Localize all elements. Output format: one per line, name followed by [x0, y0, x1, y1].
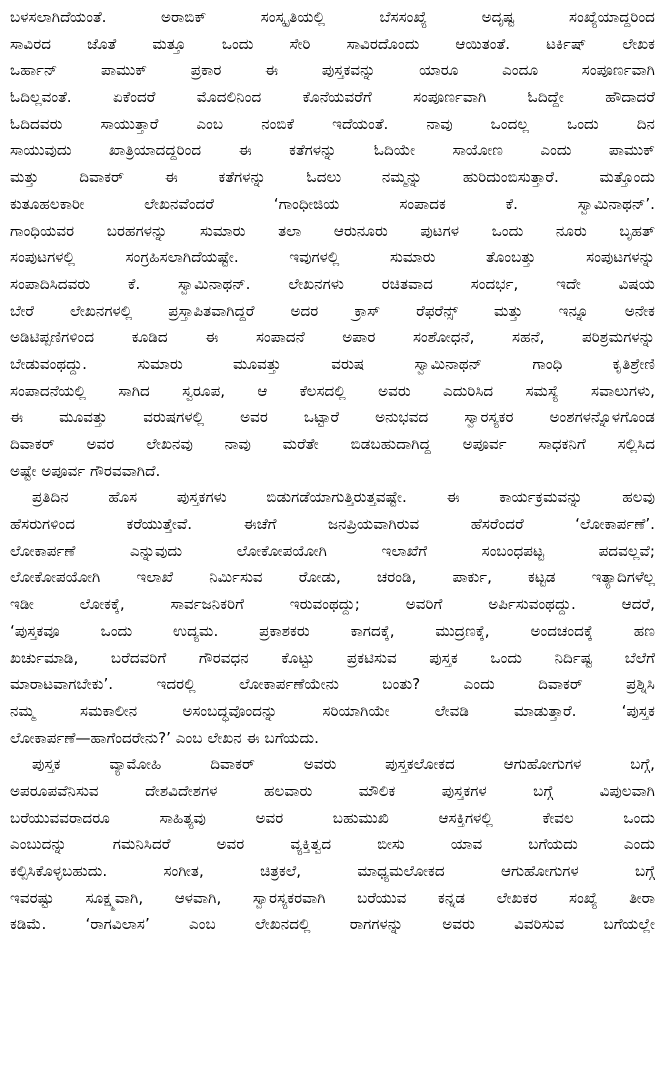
text-line: ಸಾಯುವುದು ಖಾತ್ರಿಯಾದದ್ದರಿಂದ ಈ ಕತೆಗಳನ್ನು ಓದಿಯೇ ಸಾಯೋಣ ಎಂದು ಪಾಮುಕ್	[10, 141, 655, 160]
text-line: ಒರ್ಹಾನ್ ಪಾಮುಕ್ ಪ್ರಕಾರ ಈ ಪುಸ್ತಕವನ್ನು ಯಾರೂ ಎಂದೂ ಸಂಪೂರ್ಣವಾಗಿ	[10, 61, 655, 80]
text-line: ಕಡಿಮೆ. ‘ರಾಗವಿಲಾಸ’ ಎಂಬ ಲೇಖನದಲ್ಲಿ ರಾಗಗಳನ್ನು ಅವರು ವಿವರಿಸುವ ಬಗೆಯಲ್ಲೇ	[10, 915, 655, 934]
text-line: ದಿವಾಕರ್ ಅವರ ಲೇಖನವು ನಾವು ಮರೆತೇ ಬಿಡಬಹುದಾಗಿದ್ದ ಅಪೂರ್ವ ಸಾಧಕನಿಗೆ ಸಲ್ಲಿಸಿದ	[10, 435, 655, 453]
paragraph	[10, 4, 655, 484]
text-line: ಬರೆಯುವವರಾದರೂ ಸಾಹಿತ್ಯವು ಅವರ ಬಹುಮುಖಿ ಆಸಕ್ತಿಗಳಲ್ಲಿ ಕೇವಲ ಒಂದು	[10, 808, 655, 827]
text-line: ಕುತೂಹಲಕಾರೀ ಲೇಖನವೆಂದರೆ ‘ಗಾಂಧೀಜಿಯ ಸಂಪಾದಕ ಕೆ. ಸ್ವಾಮಿನಾಥನ್’.	[10, 194, 655, 213]
text-line: ಲೋಕೋಪಯೋಗಿ ಇಲಾಖೆ ನಿರ್ಮಿಸುವ ರೋಡು, ಚರಂಡಿ, ಪಾರ್ಕು, ಕಟ್ಟಡ ಇತ್ಯಾದಿಗಳೆಲ್ಲ	[10, 568, 655, 587]
text-line: ಬೇಡುವಂಥದ್ದು. ಸುಮಾರು ಮೂವತ್ತು ವರುಷ ಸ್ವಾಮಿನಾಥನ್ ಗಾಂಧಿ ಕೃತಿಶ್ರೇಣಿ	[10, 354, 655, 373]
text-line: ಸಂಪಾದಿಸಿದವರು ಕೆ. ಸ್ವಾಮಿನಾಥನ್. ಲೇಖನಗಳು ರಚಿತವಾದ ಸಂದರ್ಭ, ಇದೇ ವಿಷಯ	[10, 274, 655, 293]
text-line: ಈ ಮೂವತ್ತು ವರುಷಗಳಲ್ಲಿ ಅವರ ಒಟ್ಟಾರೆ ಅನುಭವದ ಸ್ವಾರಸ್ಯಕರ ಅಂಶಗಳನ್ನೊಳಗೊಂಡ	[10, 408, 655, 427]
paragraph	[10, 751, 655, 938]
text-line: ‘ಪುಸ್ತಕವೂ ಒಂದು ಉದ್ಯಮ. ಪ್ರಕಾಶಕರು ಕಾಗದಕ್ಕೆ, ಮುದ್ರಣಕ್ಕೆ, ಅಂದಚಂದಕ್ಕೆ ಹಣ	[10, 621, 655, 640]
text-line: ಎಂಬುದನ್ನು ಗಮನಿಸಿದರೆ ಅವರ ವ್ಯಕ್ತಿತ್ವದ ಬೀಸು ಯಾವ ಬಗೆಯದು ಎಂದು	[10, 835, 655, 854]
text-line: ಇವರಷ್ಟು ಸೂಕ್ಷ್ಮವಾಗಿ, ಆಳವಾಗಿ, ಸ್ವಾರಸ್ಯಕರವಾಗಿ ಬರೆಯುವ ಕನ್ನಡ ಲೇಖಕರ ಸಂಖ್ಯೆ ತೀರಾ	[10, 888, 655, 907]
text-line: ಓದಿಲ್ಲವಂತೆ. ಏಕೆಂದರೆ ಮೊದಲಿನಿಂದ ಕೊನೆಯವರೆಗೆ ಸಂಪೂರ್ಣವಾಗಿ ಓದಿದ್ದೇ ಹೌದಾದರೆ	[10, 88, 655, 107]
text-line: ಕಲ್ಪಿಸಿಕೊಳ್ಳಬಹುದು. ಸಂಗೀತ, ಚಿತ್ರಕಲೆ, ಮಾಧ್ಯಮಲೋಕದ ಆಗುಹೋಗುಗಳ ಬಗ್ಗೆ	[10, 862, 655, 880]
text-line: ಲೋಕಾರ್ಪಣೆ—ಹಾಗೆಂದರೇನು?’ ಎಂಬ ಲೇಖನ ಈ ಬಗೆಯದು.	[10, 728, 319, 747]
text-line: ಅಡಿಟಿಪ್ಪಣಿಗಳಿಂದ ಕೂಡಿದ ಈ ಸಂಪಾದನೆ ಅಪಾರ ಸಂಶೋಧನೆ, ಸಹನೆ, ಪರಿಶ್ರಮಗಳನ್ನು	[10, 328, 655, 347]
text-line: ಅಪರೂಪವೆನಿಸುವ ದೇಶವಿದೇಶಗಳ ಹಲವಾರು ಮೌಲಿಕ ಪುಸ್ತಕಗಳ ಬಗ್ಗೆ ವಿಪುಲವಾಗಿ	[10, 781, 655, 800]
text-line: ಅಷ್ಟೇ ಅಪೂರ್ವ ಗೌರವವಾಗಿದೆ.	[10, 461, 161, 480]
text-line: ಇಡೀ ಲೋಕಕ್ಕೆ, ಸಾರ್ವಜನಿಕರಿಗೆ ಇರುವಂಥದ್ದು; ಅವರಿಗೆ ಅರ್ಪಿಸುವಂಥದ್ದು. ಆದರೆ,	[10, 595, 655, 614]
paragraph	[10, 484, 655, 751]
text-line: ಪುಸ್ತಕ ವ್ಯಾಮೋಹಿ ದಿವಾಕರ್ ಅವರು ಪುಸ್ತಕಲೋಕದ ಆಗುಹೋಗುಗಳ ಬಗ್ಗೆ,	[32, 755, 655, 774]
text-line: ನಮ್ಮ ಸಮಕಾಲೀನ ಅಸಂಬದ್ಧವೊಂದನ್ನು ಸರಿಯಾಗಿಯೇ ಲೇವಡಿ ಮಾಡುತ್ತಾರೆ. ‘ಪುಸ್ತಕ	[10, 701, 655, 720]
text-line: ಬಳಸಲಾಗಿದೆಯಂತೆ. ಅರಾಬಿಕ್ ಸಂಸ್ಕೃತಿಯಲ್ಲಿ ಬೆಸಸಂಖ್ಯೆ ಅದೃಷ್ಟ ಸಂಖ್ಯೆಯಾದ್ದರಿಂದ	[10, 8, 655, 26]
text-line: ಮಾರಾಟವಾಗಬೇಕು’. ಇದರಲ್ಲಿ ಲೋಕಾರ್ಪಣೆಯೇನು ಬಂತು? ಎಂದು ದಿವಾಕರ್ ಪ್ರಶ್ನಿಸಿ	[10, 675, 655, 694]
text-line: ಬೇರೆ ಲೇಖನಗಳಲ್ಲಿ ಪ್ರಸ್ತಾಪಿತವಾಗಿದ್ದರೆ ಅದರ ಕ್ರಾಸ್ ರೆಫರೆನ್ಸ್ ಮತ್ತು ಇನ್ನೂ ಅನೇಕ	[10, 301, 655, 320]
text-line: ಪ್ರತಿದಿನ ಹೊಸ ಪುಸ್ತಕಗಳು ಬಿಡುಗಡೆಯಾಗುತ್ತಿರುತ್ತವಷ್ಟೇ. ಈ ಕಾರ್ಯಕ್ರಮವನ್ನು ಹಲವು	[32, 488, 655, 507]
text-line: ಸಂಪಾದನೆಯಲ್ಲಿ ಸಾಗಿದ ಸ್ವರೂಪ, ಆ ಕೆಲಸದಲ್ಲಿ ಅವರು ಎದುರಿಸಿದ ಸಮಸ್ಯೆ ಸವಾಲುಗಳು,	[10, 381, 655, 400]
text-line: ಗಾಂಧಿಯವರ ಬರಹಗಳನ್ನು ಸುಮಾರು ತಲಾ ಆರುನೂರು ಪುಟಗಳ ಒಂದು ನೂರು ಬೃಹತ್	[10, 221, 655, 240]
text-line: ಲೋಕಾರ್ಪಣೆ ಎನ್ನುವುದು ಲೋಕೋಪಯೋಗಿ ಇಲಾಖೆಗೆ ಸಂಬಂಧಪಟ್ಟ ಪದವಲ್ಲವೆ;	[10, 541, 655, 560]
text-line: ಓದಿದವರು ಸಾಯುತ್ತಾರೆ ಎಂಬ ನಂಬಿಕೆ ಇದೆಯಂತೆ. ನಾವು ಒಂದಲ್ಲ ಒಂದು ದಿನ	[10, 114, 655, 133]
text-line: ಹೆಸರುಗಳಿಂದ ಕರೆಯುತ್ತೇವೆ. ಈಚೆಗೆ ಜನಪ್ರಿಯವಾಗಿರುವ ಹೆಸರೆಂದರೆ ‘ಲೋಕಾರ್ಪಣೆ’.	[10, 515, 655, 534]
text-line: ಸಾವಿರದ ಜೊತೆ ಮತ್ತೂ ಒಂದು ಸೇರಿ ಸಾವಿರದೊಂದು ಆಯಿತಂತೆ. ಟರ್ಕಿಷ್ ಲೇಖಕ	[10, 34, 655, 53]
text-line: ಖರ್ಚುಮಾಡಿ, ಬರೆದವರಿಗೆ ಗೌರವಧನ ಕೊಟ್ಟು ಪ್ರಕಟಿಸುವ ಪುಸ್ತಕ ಒಂದು ನಿರ್ದಿಷ್ಟ ಬೆಲೆಗೆ	[10, 648, 655, 667]
text-line: ಸಂಪುಟಗಳಲ್ಲಿ ಸಂಗ್ರಹಿಸಲಾಗಿದೆಯಷ್ಟೇ. ಇವುಗಳಲ್ಲಿ ಸುಮಾರು ತೊಂಬತ್ತು ಸಂಪುಟಗಳನ್ನು	[10, 248, 655, 267]
text-line: ಮತ್ತು ದಿವಾಕರ್ ಈ ಕತೆಗಳನ್ನು ಓದಲು ನಮ್ಮನ್ನು ಹುರಿದುಂಬಿಸುತ್ತಾರೆ. ಮತ್ತೊಂದು	[10, 168, 655, 187]
